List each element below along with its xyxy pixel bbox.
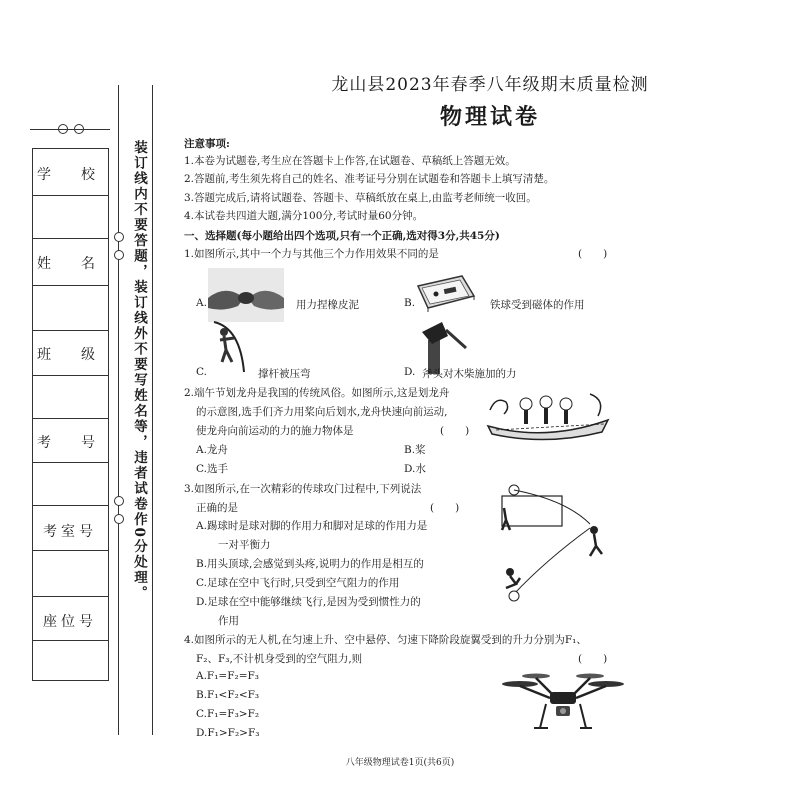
panel-divider bbox=[32, 640, 109, 641]
note-item: 3.答题完成后,请将试题卷、答题卡、草稿纸放在桌上,由监考老师统一收回。 bbox=[184, 192, 537, 204]
panel-divider bbox=[32, 195, 109, 196]
field-class: 班 级 bbox=[37, 347, 103, 363]
q3-option: A.踢球时是球对脚的作用力和脚对足球的作用力是 bbox=[196, 520, 428, 532]
panel-divider bbox=[32, 550, 109, 551]
answer-paren: ( ) bbox=[440, 425, 470, 437]
q2-option: A.龙舟 bbox=[196, 444, 228, 456]
q1-option-b-text: 铁球受到磁体的作用 bbox=[490, 299, 585, 311]
note-item: 4.本试卷共四道大题,满分100分,考试时量60分钟。 bbox=[184, 210, 424, 222]
question-3-line: 正确的是 bbox=[196, 502, 238, 514]
q3-option: D.足球在空中能够继续飞行,是因为受到惯性力的 bbox=[196, 596, 421, 608]
q4-option: D.F₁>F₂>F₃ bbox=[196, 727, 260, 739]
q1-option-d-text: 斧头对木柴施加的力 bbox=[422, 368, 517, 380]
question-2-line: 2.端午节划龙舟是我国的传统风俗。如图所示,这是划龙舟 bbox=[184, 387, 450, 399]
binding-ring-icon bbox=[114, 250, 124, 260]
field-exam-number: 考 号 bbox=[37, 435, 103, 451]
field-seat-number: 座位号 bbox=[43, 614, 97, 630]
binding-ring-icon bbox=[114, 496, 124, 506]
binding-warning-text: 装订线内不要答题，装订线外不要写姓名等，违者试卷作0分处理。 bbox=[131, 140, 147, 601]
q1-option-b-letter: B. bbox=[404, 297, 416, 309]
field-school: 学 校 bbox=[37, 167, 103, 183]
q2-option: C.选手 bbox=[196, 463, 228, 475]
notes-heading: 注意事项: bbox=[184, 138, 230, 150]
panel-divider bbox=[32, 148, 109, 149]
panel-divider bbox=[32, 462, 109, 463]
section-heading: 一、选择题(每小题给出四个选项,只有一个正确,选对得3分,共45分) bbox=[184, 230, 500, 242]
question-4-line: 4.如图所示的无人机,在匀速上升、空中悬停、匀速下降阶段旋翼受到的升力分别为F₁、 bbox=[184, 634, 587, 646]
drone-image bbox=[500, 670, 626, 734]
answer-paren: ( ) bbox=[430, 502, 460, 514]
q4-option: B.F₁<F₂<F₃ bbox=[196, 689, 260, 701]
q1-option-a-letter: A. bbox=[196, 297, 207, 309]
panel-divider bbox=[32, 418, 109, 419]
note-item: 2.答题前,考生须先将自己的姓名、准考证号分别在试题卷和答题卡上填写清楚。 bbox=[184, 173, 555, 185]
pole-vault-image bbox=[210, 318, 250, 374]
panel-right-border bbox=[108, 148, 109, 680]
magnet-ball-image bbox=[414, 272, 476, 314]
question-2-line: 使龙舟向前运动的力的施力物体是 bbox=[196, 425, 354, 437]
q1-option-c-text: 撑杆被压弯 bbox=[258, 368, 311, 380]
panel-divider bbox=[32, 285, 109, 286]
answer-paren: ( ) bbox=[578, 653, 608, 665]
ring-line bbox=[30, 129, 110, 130]
page-footer: 八年级物理试卷1页(共6页) bbox=[345, 758, 455, 768]
binding-line-inner bbox=[152, 85, 153, 735]
field-name: 姓 名 bbox=[37, 256, 103, 272]
answer-paren: ( ) bbox=[578, 248, 608, 260]
binding-line-outer bbox=[118, 85, 119, 735]
panel-divider bbox=[32, 596, 109, 597]
binding-ring-icon bbox=[114, 232, 124, 242]
note-item: 1.本卷为试题卷,考生应在答题卡上作答,在试题卷、草稿纸上答题无效。 bbox=[184, 155, 516, 167]
panel-divider bbox=[32, 505, 109, 506]
q1-option-c-letter: C. bbox=[196, 366, 207, 378]
q4-option: A.F₁=F₂=F₃ bbox=[196, 670, 259, 682]
question-2-line: 的示意图,选手们齐力用桨向后划水,龙舟快速向前运动, bbox=[196, 406, 448, 418]
panel-divider bbox=[32, 680, 109, 681]
dragon-boat-image bbox=[486, 390, 612, 446]
field-exam-room: 考室号 bbox=[43, 524, 97, 540]
clay-hands-image bbox=[208, 268, 284, 322]
panel-left-border bbox=[32, 148, 33, 680]
q4-option: C.F₁=F₃>F₂ bbox=[196, 708, 260, 720]
q2-option: D.水 bbox=[404, 463, 426, 475]
q2-option: B.桨 bbox=[404, 444, 426, 456]
soccer-pass-image bbox=[486, 480, 612, 606]
q3-option-cont: 作用 bbox=[218, 615, 239, 627]
q1-option-a-text: 用力捏橡皮泥 bbox=[296, 299, 359, 311]
binding-ring-icon bbox=[114, 514, 124, 524]
question-3-line: 3.如图所示,在一次精彩的传球攻门过程中,下列说法 bbox=[184, 483, 422, 495]
exam-title: 龙山县2023年春季八年级期末质量检测 bbox=[331, 75, 649, 95]
panel-divider bbox=[32, 375, 109, 376]
q3-option: B.用头顶球,会感觉到头疼,说明力的作用是相互的 bbox=[196, 558, 424, 570]
panel-divider bbox=[32, 238, 109, 239]
question-4-line: F₂、F₃,不计机身受到的空气阻力,则 bbox=[196, 653, 363, 665]
question-1-stem: 1.如图所示,其中一个力与其他三个力作用效果不同的是 bbox=[184, 248, 439, 260]
q3-option-cont: 一对平衡力 bbox=[218, 539, 271, 551]
q1-option-d-letter: D. bbox=[404, 366, 416, 378]
q3-option: C.足球在空中飞行时,只受到空气阻力的作用 bbox=[196, 577, 400, 589]
subject-title: 物理试卷 bbox=[439, 104, 540, 130]
panel-divider bbox=[32, 330, 109, 331]
